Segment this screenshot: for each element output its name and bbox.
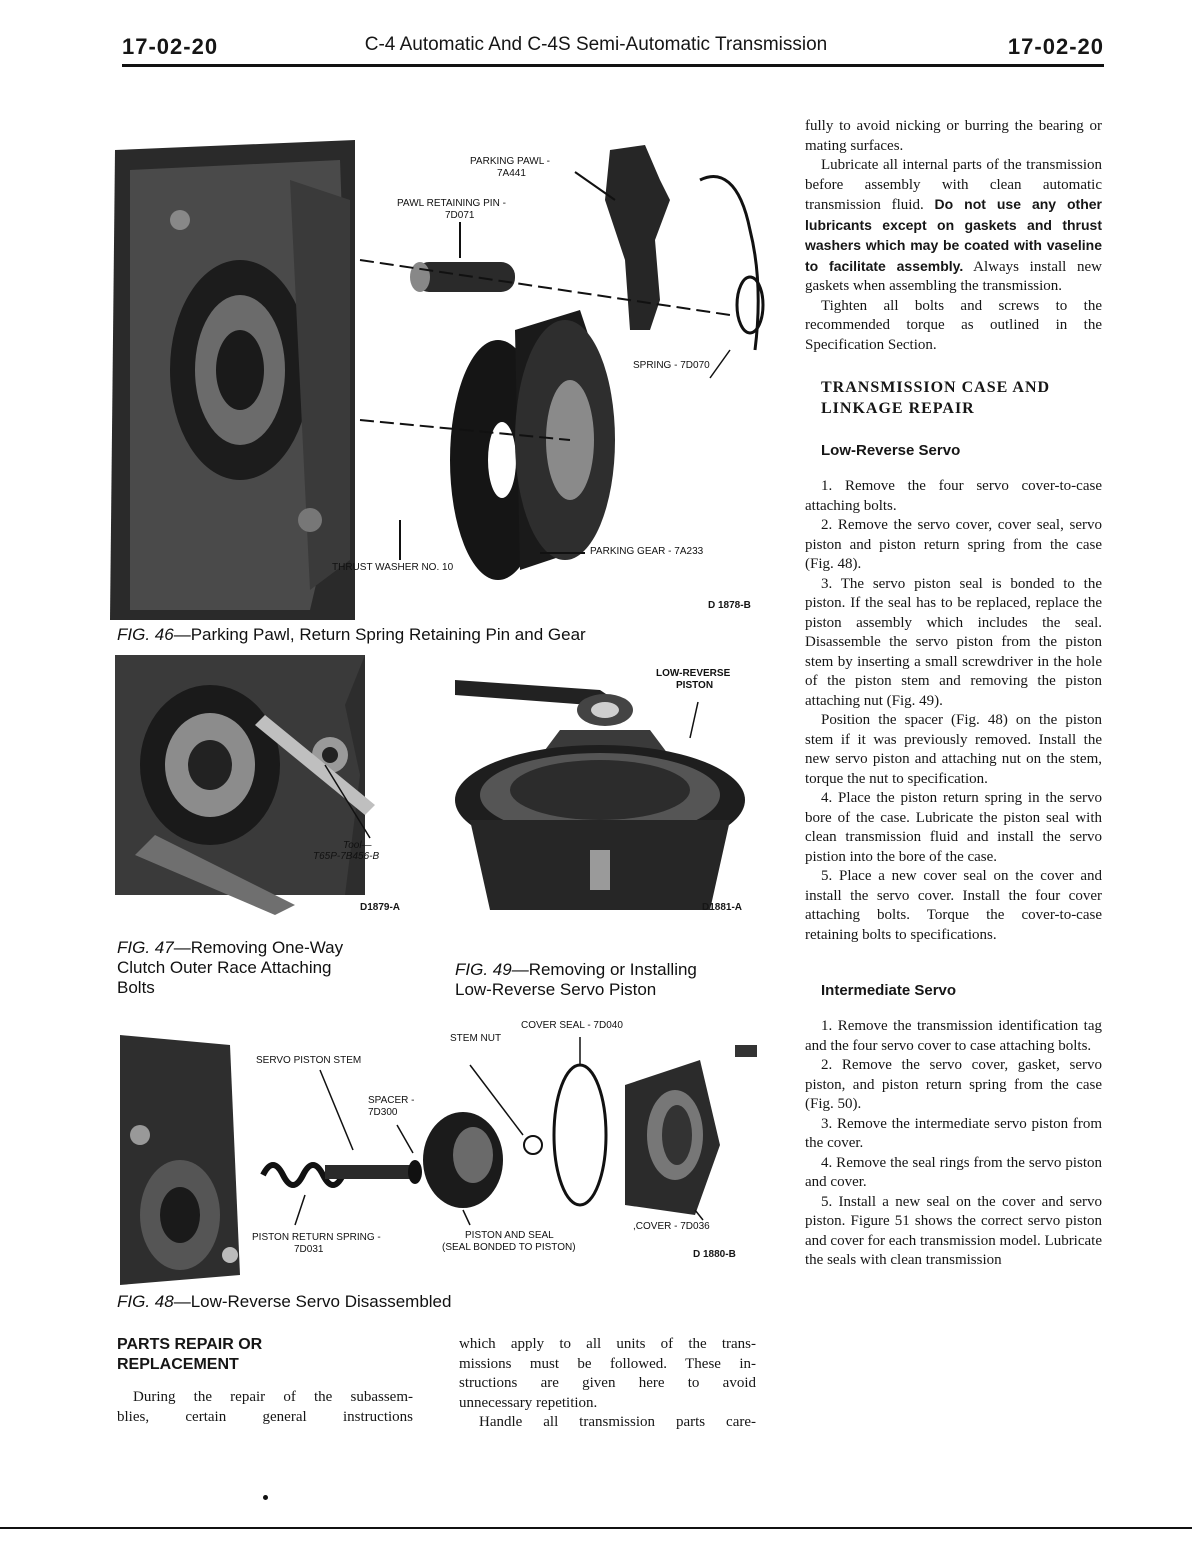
lubricate-end: Always install new gaskets when assembling the transmission. <box>805 258 1102 294</box>
label-parking-pawl-num: 7A441 <box>497 168 526 179</box>
caption-fig-46-text: —Parking Pawl, Return Spring Retaining Pin and Gear <box>173 625 586 644</box>
label-servo-piston-stem: SERVO PISTON STEM <box>256 1055 362 1066</box>
figure-48 <box>115 1015 770 1295</box>
figure-49 <box>450 660 760 920</box>
section-title-line1: TRANSMISSION CASE AND <box>821 379 1051 396</box>
label-spacer: SPACER - <box>368 1095 415 1106</box>
figure-code: D1881-A <box>702 902 743 913</box>
label-pawl-pin-num: 7D071 <box>445 210 475 221</box>
lr-step-1: 1. Remove the four servo cover-to-case attaching bolts. <box>805 478 1102 514</box>
left-text-line1: During the repair of the subassem- <box>133 1389 413 1405</box>
caption-fig-47-line1: —Removing One-Way <box>173 938 344 957</box>
caption-fig-49-line1: —Removing or Installing <box>511 960 697 979</box>
caption-fig-46 <box>117 625 586 645</box>
middle-text-block <box>459 1335 756 1433</box>
int-step-5: 5. Install a new seal on the cover and servo piston. Figure 51 shows the correct servo piston and cover for each transmission model. Lubricate the seals with clean transmission <box>805 1193 1102 1268</box>
lubricate-start: Lubricate all internal parts of the transmission before assembly with clean automatic transmission fluid. <box>805 157 1102 213</box>
caption-fig-49-number: FIG. 49 <box>455 960 512 979</box>
lr-step-3: 3. The servo piston seal is bonded to the piston. If the seal has to be replaced, replace the piston assembly which includes the seal. Disassemble the servo piston from the piston stem by inserting a small screwdriver in the hole of the piston stem and removing the piston attaching nut (Fig. 49). <box>805 575 1102 709</box>
footer-rule <box>0 1527 1192 1529</box>
low-reverse-piston-illustration <box>450 660 760 920</box>
label-piston: PISTON <box>676 680 714 691</box>
paragraph-tighten: Tighten all bolts and screws to the recommended torque as outlined in the Specification Section. <box>805 297 1102 353</box>
int-step-1: 1. Remove the transmission identification tag and the four servo cover to case attaching bolts. <box>805 1018 1102 1054</box>
header-rule <box>122 64 1104 67</box>
figure-46 <box>110 140 775 620</box>
caption-fig-47 <box>117 938 343 998</box>
caption-fig-47-number: FIG. 47 <box>117 938 174 957</box>
left-text-block <box>117 1388 413 1427</box>
lr-step-2: 2. Remove the servo cover, cover seal, servo piston and piston return spring from the case (Fig. 48). <box>805 517 1102 572</box>
subheading-intermediate-servo: Intermediate Servo <box>821 982 957 999</box>
figure-code: D 1878-B <box>708 600 751 611</box>
label-piston-return-spring-num: 7D031 <box>294 1244 324 1255</box>
figure-47 <box>115 655 420 920</box>
left-text-line2: blies, certain general instructions <box>117 1408 413 1425</box>
label-parking-gear: PARKING GEAR - 7A233 <box>590 546 704 557</box>
right-text-column <box>805 117 1102 1271</box>
caption-fig-49 <box>455 960 697 1000</box>
middle-text-line1: which apply to all units of the trans- <box>459 1336 756 1352</box>
section-heading-line1: PARTS REPAIR OR <box>117 1336 263 1353</box>
label-seal-bonded: (SEAL BONDED TO PISTON) <box>442 1242 576 1253</box>
int-step-4: 4. Remove the seal rings from the servo piston and cover. <box>805 1154 1102 1190</box>
label-tool-number: T65P-7B456-B <box>313 851 380 862</box>
int-step-2: 2. Remove the servo cover, gasket, servo piston, and piston return spring from the case (Fig. 50). <box>805 1057 1102 1112</box>
middle-text-line5: Handle all transmission parts care- <box>479 1414 756 1430</box>
label-spacer-num: 7D300 <box>368 1107 398 1118</box>
subheading-low-reverse-servo: Low-Reverse Servo <box>821 442 961 459</box>
page-number-right: 17-02-20 <box>1007 34 1104 59</box>
caption-fig-48-number: FIG. 48 <box>117 1292 174 1311</box>
label-low-reverse: LOW-REVERSE <box>656 668 731 679</box>
one-way-clutch-illustration <box>115 655 420 920</box>
section-heading-parts-repair <box>117 1335 262 1375</box>
page-mark-dot <box>263 1495 268 1500</box>
lr-step-5: 5. Place a new cover seal on the cover and install the servo cover. Install the four cover attaching bolts. Torque the cover-to-case retaining bolts to specifications. <box>805 868 1102 943</box>
page-title: C-4 Automatic And C-4S Semi-Automatic Transmission <box>364 34 828 55</box>
section-title-line2: LINKAGE REPAIR <box>821 400 975 417</box>
figure-code: D 1880-B <box>693 1249 736 1260</box>
paragraph-lubricate <box>805 156 1102 297</box>
page-number-left: 17-02-20 <box>122 34 219 59</box>
caption-fig-47-line3: Bolts <box>117 978 155 997</box>
caption-fig-49-line2: Low-Reverse Servo Piston <box>455 980 657 999</box>
caption-fig-48-text: —Low-Reverse Servo Disassembled <box>173 1292 452 1311</box>
label-parking-pawl: PARKING PAWL - <box>470 156 551 167</box>
figure-code: D1879-A <box>360 902 401 913</box>
middle-text-line4: unnecessary repetition. <box>459 1394 598 1411</box>
section-heading-line2: REPLACEMENT <box>117 1356 239 1373</box>
caption-fig-46-number: FIG. 46 <box>117 625 174 644</box>
label-piston-return-spring: PISTON RETURN SPRING - <box>252 1232 381 1243</box>
label-stem-nut: STEM NUT <box>450 1033 502 1044</box>
middle-text-line3: structions are given here to avoid <box>459 1375 756 1391</box>
label-piston-and-seal: PISTON AND SEAL <box>465 1230 554 1241</box>
lr-step-4: 4. Place the piston return spring in the servo bore of the case. Lubricate the piston seal with clean transmission fluid and install the servo pistion into the bore of the case. <box>805 790 1102 865</box>
lr-step-position: Position the spacer (Fig. 48) on the piston stem if it was previously removed. Install the new servo piston and attaching nut on the stem, torque the nut to specification. <box>805 712 1102 787</box>
caption-fig-47-line2: Clutch Outer Race Attaching <box>117 958 332 977</box>
middle-text-line2: missions must be followed. These in- <box>459 1355 756 1372</box>
paragraph-fully: fully to avoid nicking or burring the bearing or mating surfaces. <box>805 118 1102 154</box>
label-tool: Tool— <box>343 840 372 851</box>
label-thrust-washer: THRUST WASHER NO. 10 <box>332 562 454 573</box>
section-title-case-linkage <box>805 377 1102 419</box>
caption-fig-48 <box>117 1292 451 1312</box>
int-step-3: 3. Remove the intermediate servo piston from the cover. <box>805 1115 1102 1151</box>
label-cover: ,COVER - 7D036 <box>633 1221 710 1232</box>
label-pawl-pin: PAWL RETAINING PIN - <box>397 198 506 209</box>
label-cover-seal: COVER SEAL - 7D040 <box>521 1020 623 1031</box>
label-spring: SPRING - 7D070 <box>633 360 710 371</box>
lubricate-warning: Do not use any other lubricants except on gaskets and thrust washers which may be coated with vaseline to facilitate assembly. <box>805 196 1103 274</box>
